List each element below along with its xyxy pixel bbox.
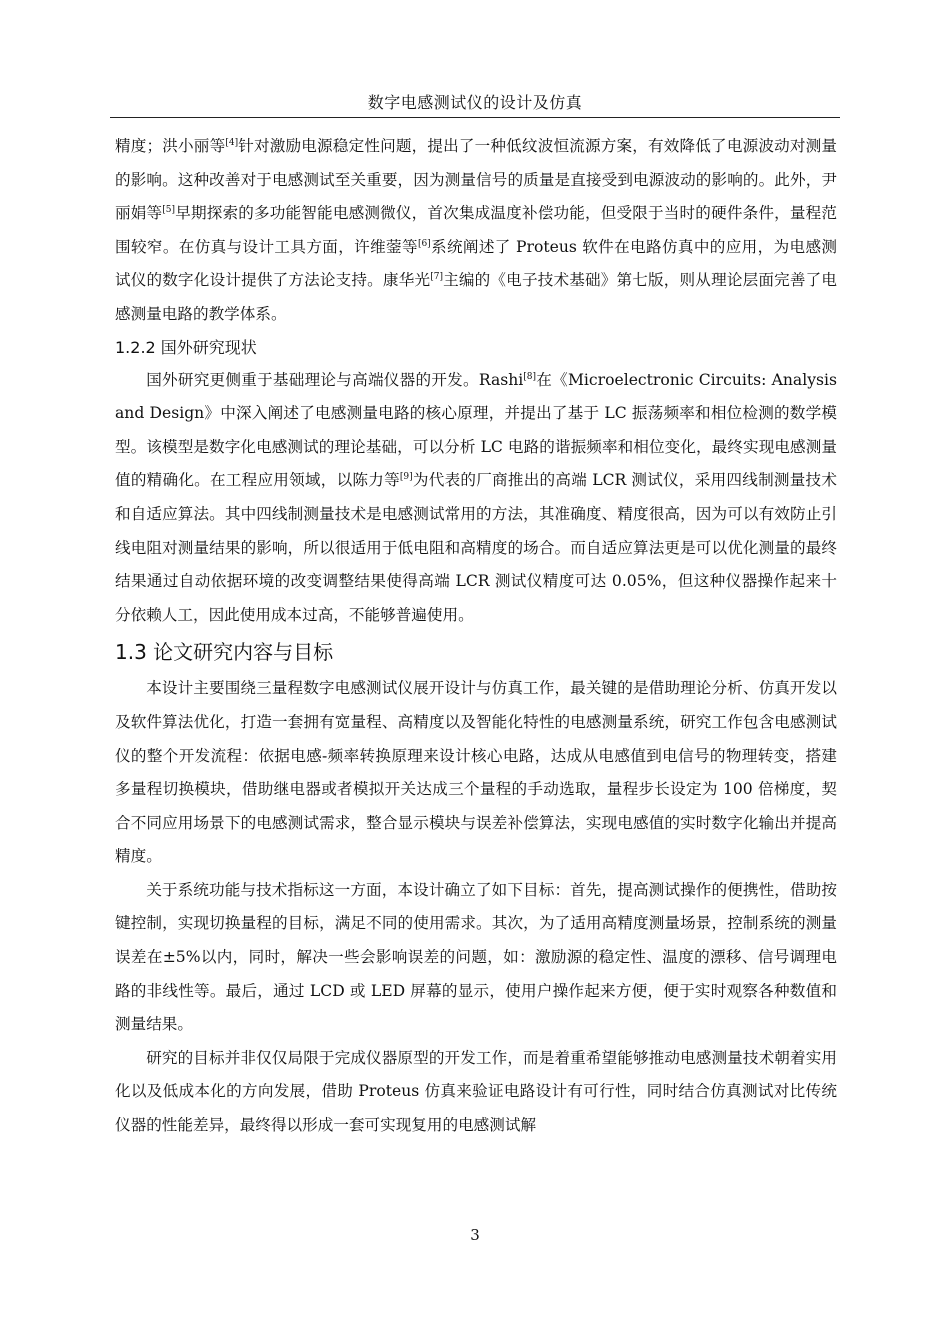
paragraph-research-goal: 研究的目标并非仅仅局限于完成仪器原型的开发工作，而是着重希望能够推动电感测量技术朝着实用化以及低成本化的方向发展，借助 Proteus 仿真来验证电路设计有可行性，同时结合仿真测试对比传统仪器的性能差异，最终得以形成一套可实现复用的电感测试解 xyxy=(115,1048,837,1135)
subsection-heading: 1.2.2 国外研究现状 xyxy=(115,337,257,357)
paragraph-text: 早期探索的多功能智能电感测微仪，首次集成温度补偿功能，但受限于当时的硬件条件，量程范围较窄。在仿真与设计工具方面，许维蓥等 xyxy=(115,204,837,256)
paragraph-continued xyxy=(115,130,837,332)
citation-ref: [8] xyxy=(523,371,537,382)
running-header: 数字电感测试仪的设计及仿真 xyxy=(367,93,583,112)
header-rule xyxy=(110,117,840,118)
citation-ref: [4] xyxy=(225,137,239,148)
paragraph-objectives: 关于系统功能与技术指标这一方面，本设计确立了如下目标：首先，提高测试操作的便携性，借助按键控制，实现切换量程的目标，满足不同的使用需求。其次，为了适用高精度测量场景，控制系统的测量误差在±5%以内，同时，解决一些会影响误差的问题，如：激励源的稳定性、温度的漂移、信号调理电路的非线性等。最后，通过 LCD 或 LED 屏幕的显示，使用户操作起来方便，便于实时观察各种数值和测量结果。 xyxy=(115,880,837,1034)
paragraph-text: 在《Microelectronic Circuits: Analysis and Design》中深入阐述了电感测量电路的核心原理，并提出了基于 LC 振荡频率和相位检测的数学模型。该模型是数字化电感测试的理论基础，可以分析 LC 电路的谐振频率和相位变化，最终实现电感测量值的精确化。在工程应用领域，以陈力等 xyxy=(115,370,837,490)
paragraph-text: 主编的《电子技术基础》第七版，则从理论层面完善了电感测量电路的教学体系。 xyxy=(115,271,837,323)
citation-ref: [5] xyxy=(162,205,176,215)
paragraph-text: 系统阐述了 Proteus 软件在电路仿真中的应用，为电感测试仪的数字化设计提供了方法论支持。康华光 xyxy=(115,237,837,290)
body-text xyxy=(115,130,837,1143)
paragraph-text: 为代表的厂商推出的高端 LCR 测试仪，采用四线制测量技术和自适应算法。其中四线制测量技术是电感测试常用的方法，其准确度、精度很高，因为可以有效防止引线电阻对测量结果的影响，所以很适用于低电阻和高精度的场合。而自适应算法更是可以优化测量的最终结果通过自动依据环境的改变调整结果使得高端 LCR 测试仪精度可达 0.05%，但这种仪器操作起来十分依赖人工，因此使用成本过高，不能够普遍使用。 xyxy=(115,471,837,624)
citation-ref: [6] xyxy=(417,238,431,249)
paragraph-text: 精度；洪小丽等 xyxy=(115,137,226,155)
paragraph-text: 国外研究更侧重于基础理论与高端仪器的开发。Rashi xyxy=(146,370,524,389)
section-heading: 1.3 论文研究内容与目标 xyxy=(115,640,334,665)
paragraph-foreign-research xyxy=(115,364,837,633)
paragraph-design-scope: 本设计主要围绕三量程数字电感测试仪展开设计与仿真工作，最关键的是借助理论分析、仿真开发以及软件算法优化，打造一套拥有宽量程、高精度以及智能化特性的电感测量系统，研究工作包含电感测试仪的整个开发流程：依据电感-频率转换原理来设计核心电路，达成从电感值到电信号的物理转变，搭建多量程切换模块，借助继电器或者模拟开关达成三个量程的手动选取，量程步长设定为 100 倍梯度，契合不同应用场景下的电感测试需求，整合显示模块与误差补偿算法，实现电感值的实时数字化输出并提高精度。 xyxy=(115,679,837,866)
citation-ref: [7] xyxy=(430,272,443,283)
citation-ref: [9] xyxy=(399,472,413,483)
page-number: 3 xyxy=(470,1226,480,1244)
paragraph-text: 针对激励电源稳定性问题，提出了一种低纹波恒流源方案，有效降低了电源波动对测量的影响。这种改善对于电感测试至关重要，因为测量信号的质量是直接受到电源波动的影响的。此外，尹丽娟等 xyxy=(115,137,837,223)
